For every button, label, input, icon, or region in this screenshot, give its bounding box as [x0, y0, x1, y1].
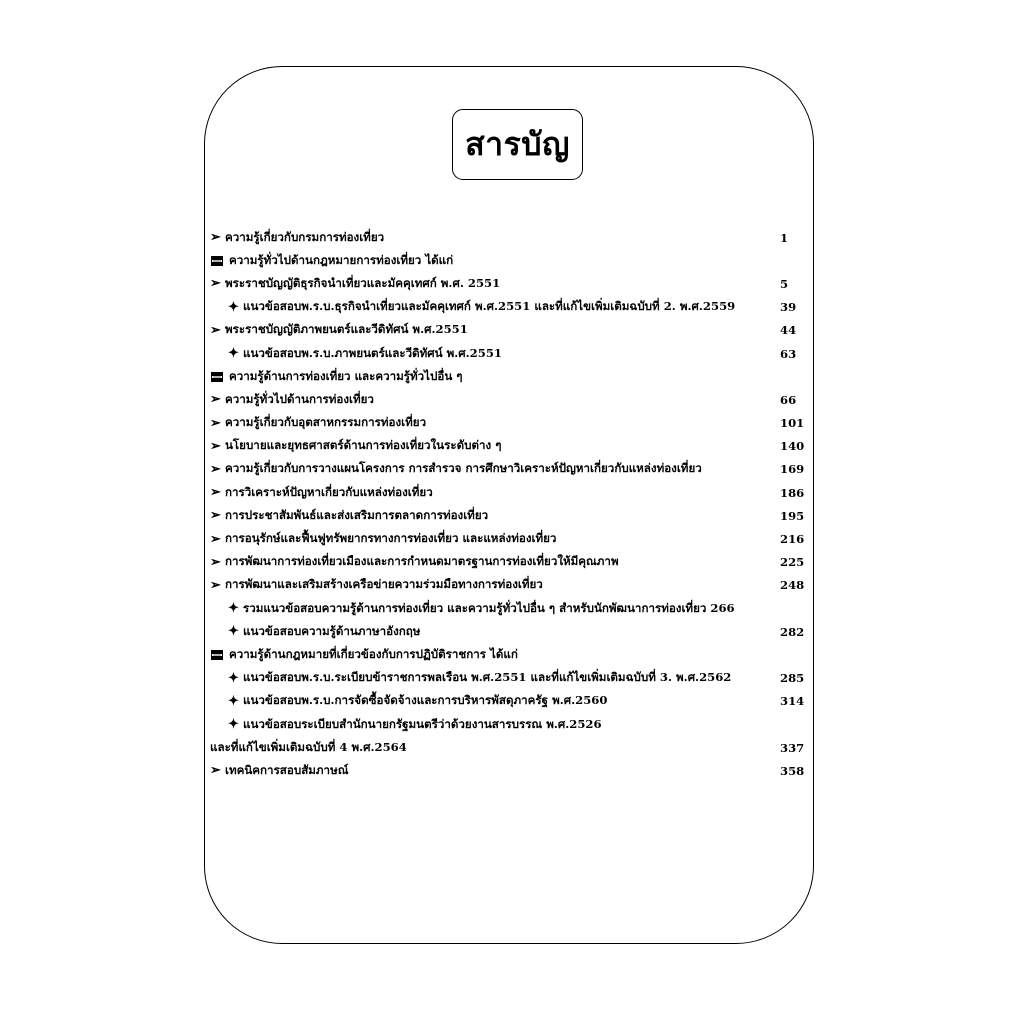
toc-entry-title: แนวข้อสอบความรู้ด้านภาษาอังกฤษ [243, 623, 421, 638]
toc-entry [210, 272, 808, 295]
toc-entry-title: รวมแนวข้อสอบความรู้ด้านการท่องเที่ยว และความรู้ทั่วไปอื่น ๆ สำหรับนักพัฒนาการท่องเที่ยว 266 [243, 600, 735, 615]
toc-entry-page: 358 [780, 763, 805, 778]
toc-entry-page: 285 [780, 671, 805, 686]
toc-entry-title: ความรู้ทั่วไปด้านกฎหมายการท่องเที่ยว ได้แก่ [229, 252, 454, 267]
toc-entry [210, 551, 808, 574]
books-icon [210, 371, 224, 383]
toc-entry-title: แนวข้อสอบพ.ร.บ.ธุรกิจนำเที่ยวและมัคคุเทศก์ พ.ศ.2551 และที่แก้ไขเพิ่มเติมฉบับที่ 2. พ.ศ.2559 [243, 299, 736, 314]
toc-entry [210, 365, 808, 388]
toc-entry-title: พระราชบัญญัติภาพยนตร์และวีดิทัศน์ พ.ศ.2551 [225, 322, 468, 337]
star-bullet-icon: ✦ [228, 670, 239, 686]
toc-entry-title: การพัฒนาการท่องเที่ยวเมืองและการกำหนดมาตรฐานการท่องเที่ยวให้มีคุณภาพ [225, 554, 619, 569]
toc-entry [210, 412, 808, 435]
toc-entry [210, 504, 808, 527]
toc-entry-page: 5 [780, 276, 789, 291]
arrow-bullet-icon: ➢ [210, 485, 221, 501]
arrow-bullet-icon: ➢ [210, 438, 221, 454]
arrow-bullet-icon: ➢ [210, 577, 221, 593]
title-box [452, 109, 583, 180]
star-bullet-icon: ✦ [228, 717, 239, 733]
arrow-bullet-icon: ➢ [210, 531, 221, 547]
toc-entry-title: และที่แก้ไขเพิ่มเติมฉบับที่ 4 พ.ศ.2564 [210, 739, 407, 754]
books-icon [210, 255, 224, 267]
toc-entry-title: ความรู้เกี่ยวกับการวางแผนโครงการ การสำรวจ การศึกษาวิเคราะห์ปัญหาเกี่ยวกับแหล่งท่องเที่ยว [225, 461, 702, 476]
toc-entry-title: แนวข้อสอบพ.ร.บ.ระเบียบข้าราชการพลเรือน พ.ศ.2551 และที่แก้ไขเพิ่มเติมฉบับที่ 3. พ.ศ.2562 [243, 670, 732, 685]
toc-entry-title: ความรู้เกี่ยวกับกรมการท่องเที่ยว [225, 229, 385, 244]
toc-entry [210, 296, 808, 319]
toc-entry [210, 690, 808, 713]
toc-entry-page: 195 [780, 508, 805, 523]
toc-entry-title: ความรู้ด้านกฎหมายที่เกี่ยวข้องกับการปฏิบัติราชการ ได้แก่ [229, 646, 518, 661]
toc-entry-title: การประชาสัมพันธ์และส่งเสริมการตลาดการท่องเที่ยว [225, 507, 489, 522]
toc-entry-title: แนวข้อสอบระเบียบสำนักนายกรัฐมนตรีว่าด้วยงานสารบรรณ พ.ศ.2526 [243, 716, 602, 731]
toc-entry-title: ความรู้ทั่วไปด้านการท่องเที่ยว [225, 391, 374, 406]
table-of-contents [210, 226, 808, 783]
toc-entry-title: พระราชบัญญัติธุรกิจนำเที่ยวและมัคคุเทศก์ พ.ศ. 2551 [225, 275, 501, 290]
toc-entry-page: 66 [780, 392, 797, 407]
toc-entry-page: 282 [780, 624, 805, 639]
arrow-bullet-icon: ➢ [210, 230, 221, 246]
toc-entry-title: นโยบายและยุทธศาสตร์ด้านการท่องเที่ยวในระดับต่าง ๆ [225, 438, 502, 453]
toc-entry [210, 342, 808, 365]
toc-entry-page: 169 [780, 462, 805, 477]
toc-entry [210, 759, 808, 782]
arrow-bullet-icon: ➢ [210, 392, 221, 408]
toc-entry-title: เทคนิคการสอบสัมภาษณ์ [225, 762, 349, 777]
toc-entry-title: แนวข้อสอบพ.ร.บ.การจัดซื้อจัดจ้างและการบริหารพัสดุภาครัฐ พ.ศ.2560 [243, 693, 608, 708]
toc-entry [210, 458, 808, 481]
toc-entry-page: 39 [780, 300, 797, 315]
books-icon [210, 649, 224, 661]
toc-entry [210, 481, 808, 504]
star-bullet-icon: ✦ [228, 299, 239, 315]
toc-entry [210, 435, 808, 458]
toc-entry-title: การวิเคราะห์ปัญหาเกี่ยวกับแหล่งท่องเที่ยว [225, 484, 433, 499]
toc-entry-page: 337 [780, 740, 805, 755]
toc-entry-title: การอนุรักษ์และฟื้นฟูทรัพยากรทางการท่องเที่ยว และแหล่งท่องเที่ยว [225, 531, 557, 546]
toc-entry-page: 1 [780, 230, 789, 245]
arrow-bullet-icon: ➢ [210, 415, 221, 431]
toc-entry [210, 527, 808, 550]
arrow-bullet-icon: ➢ [210, 763, 221, 779]
star-bullet-icon: ✦ [228, 624, 239, 640]
toc-entry [210, 388, 808, 411]
toc-entry [210, 249, 808, 272]
toc-entry-title: ความรู้เกี่ยวกับอุตสาหกรรมการท่องเที่ยว [225, 415, 427, 430]
star-bullet-icon: ✦ [228, 693, 239, 709]
toc-entry [210, 226, 808, 249]
toc-entry [210, 620, 808, 643]
toc-entry-page: 186 [780, 485, 805, 500]
toc-entry [210, 597, 808, 620]
toc-entry-page: 216 [780, 532, 805, 547]
toc-entry-page: 63 [780, 346, 797, 361]
toc-entry-page: 225 [780, 555, 805, 570]
toc-entry [210, 667, 808, 690]
toc-entry [210, 319, 808, 342]
toc-entry-page: 44 [780, 323, 797, 338]
arrow-bullet-icon: ➢ [210, 508, 221, 524]
toc-entry-title: การพัฒนาและเสริมสร้างเครือข่ายความร่วมมือทางการท่องเที่ยว [225, 577, 543, 592]
toc-entry-title: แนวข้อสอบพ.ร.บ.ภาพยนตร์และวีดิทัศน์ พ.ศ.2551 [243, 345, 502, 360]
toc-entry [210, 736, 808, 759]
star-bullet-icon: ✦ [228, 601, 239, 617]
arrow-bullet-icon: ➢ [210, 322, 221, 338]
arrow-bullet-icon: ➢ [210, 461, 221, 477]
star-bullet-icon: ✦ [228, 346, 239, 362]
arrow-bullet-icon: ➢ [210, 276, 221, 292]
toc-entry [210, 713, 808, 736]
toc-entry [210, 574, 808, 597]
toc-entry-title: ความรู้ด้านการท่องเที่ยว และความรู้ทั่วไปอื่น ๆ [229, 368, 463, 383]
toc-entry [210, 643, 808, 666]
toc-entry-page: 101 [780, 416, 805, 431]
toc-entry-page: 140 [780, 439, 805, 454]
arrow-bullet-icon: ➢ [210, 554, 221, 570]
page-title: สารบัญ [465, 125, 570, 163]
toc-entry-page: 248 [780, 578, 805, 593]
toc-entry-page: 314 [780, 694, 805, 709]
